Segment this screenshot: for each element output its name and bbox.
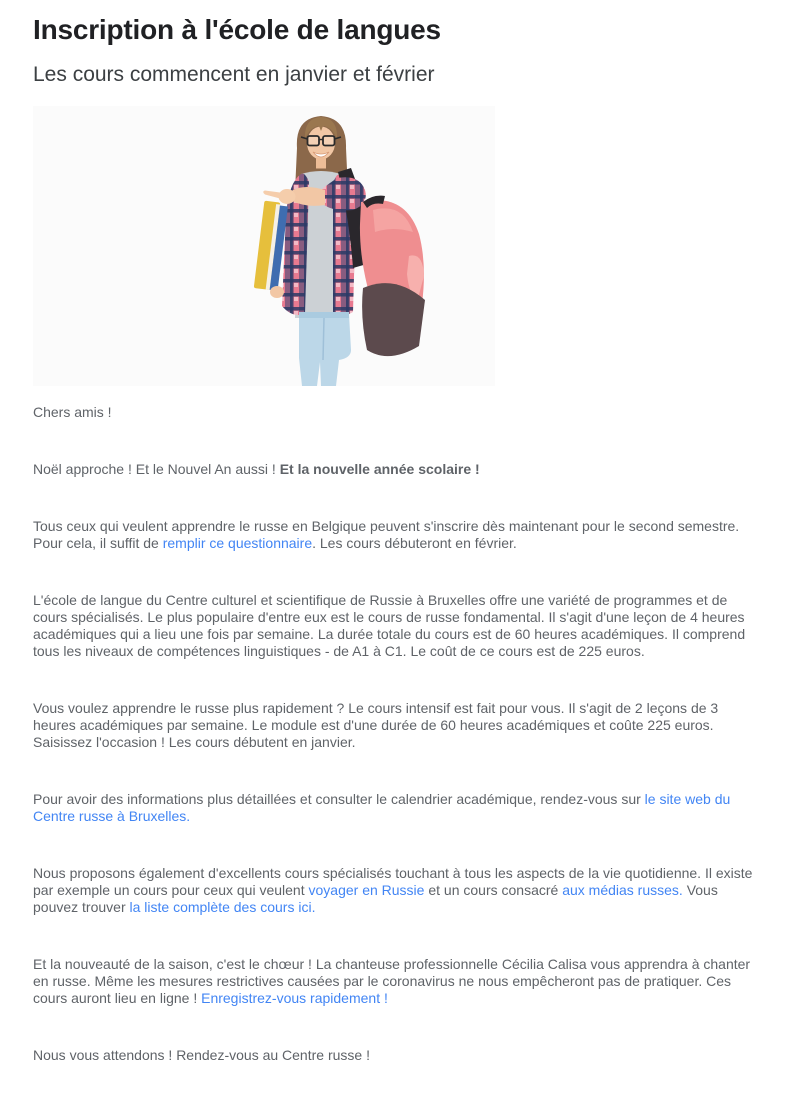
paragraph	[33, 461, 755, 478]
paragraph	[33, 865, 755, 916]
paragraph	[33, 592, 755, 660]
text-run: Noël approche ! Et le Nouvel An aussi !	[33, 461, 280, 477]
paragraph	[33, 404, 755, 421]
text-run: Nous proposons également d'excellents cours spécialisés touchant à tous les aspects de la vie quotidienne. Il existe par exemple un cours pour ceux qui veulent	[33, 865, 753, 898]
text-run: Pour avoir des informations plus détaillées et consulter le calendrier académique, rendez-vous sur	[33, 791, 645, 807]
text-run: Vous pouvez trouver	[33, 882, 718, 915]
hero-image	[33, 106, 495, 386]
text-run: Tous ceux qui veulent apprendre le russe en Belgique peuvent s'inscrire dès maintenant pour le second semestre. Pour cela, il suffit de	[33, 518, 740, 551]
text-run: Vous voulez apprendre le russe plus rapidement ? Le cours intensif est fait pour vous. Il s'agit de 2 leçons de 3 heures académiques par semaine. Le module est d'une durée de 60 heures académiques et coûte 225 euros. Saisissez l'occasion ! Les cours débutent en janvier.	[33, 700, 719, 750]
text-run: Chers amis !	[33, 404, 112, 420]
bold-text: Et la nouvelle année scolaire !	[279, 461, 480, 477]
paragraph	[33, 518, 755, 552]
inline-link[interactable]: la liste complète des cours ici.	[129, 899, 316, 915]
inline-link[interactable]: aux médias russes.	[562, 882, 683, 898]
page-title: Inscription à l'école de langues	[33, 14, 441, 45]
inline-link[interactable]: le site web du Centre russe à Bruxelles.	[33, 791, 731, 824]
text-run: . Les cours débuteront en février.	[312, 535, 517, 551]
page-subtitle: Les cours commencent en janvier et février	[33, 63, 435, 86]
paragraph	[33, 956, 755, 1007]
paragraph	[33, 1047, 755, 1064]
inline-link[interactable]: remplir ce questionnaire	[162, 535, 313, 551]
text-run: et un cours consacré	[424, 882, 563, 898]
text-run: Et la nouveauté de la saison, c'est le chœur ! La chanteuse professionnelle Cécilia Calisa vous apprendra à chanter en russe. Même les mesures restrictives causées par le coronavirus ne nous empêcheront pas de pratiquer. Ces cours auront lieu en ligne !	[33, 956, 751, 1006]
text-run: L'école de langue du Centre culturel et scientifique de Russie à Bruxelles offre une variété de programmes et de cours spécialisés. Le plus populaire d'entre eux est le cours de russe fondamental. Il s'agit d'une leçon de 4 heures académiques qui a lieu une fois par semaine. La durée totale du cours est de 60 heures académiques. Il comprend tous les niveaux de compétences linguistiques - de A1 à C1. Le coût de ce cours est de 225 euros.	[33, 592, 746, 659]
article-page	[0, 13, 787, 1094]
article-body	[33, 404, 755, 1064]
inline-link[interactable]: Enregistrez-vous rapidement !	[201, 990, 388, 1006]
inline-link[interactable]: voyager en Russie	[308, 882, 425, 898]
student-illustration	[33, 106, 495, 386]
text-run: Nous vous attendons ! Rendez-vous au Centre russe !	[33, 1047, 370, 1063]
paragraph	[33, 700, 755, 751]
paragraph	[33, 791, 755, 825]
